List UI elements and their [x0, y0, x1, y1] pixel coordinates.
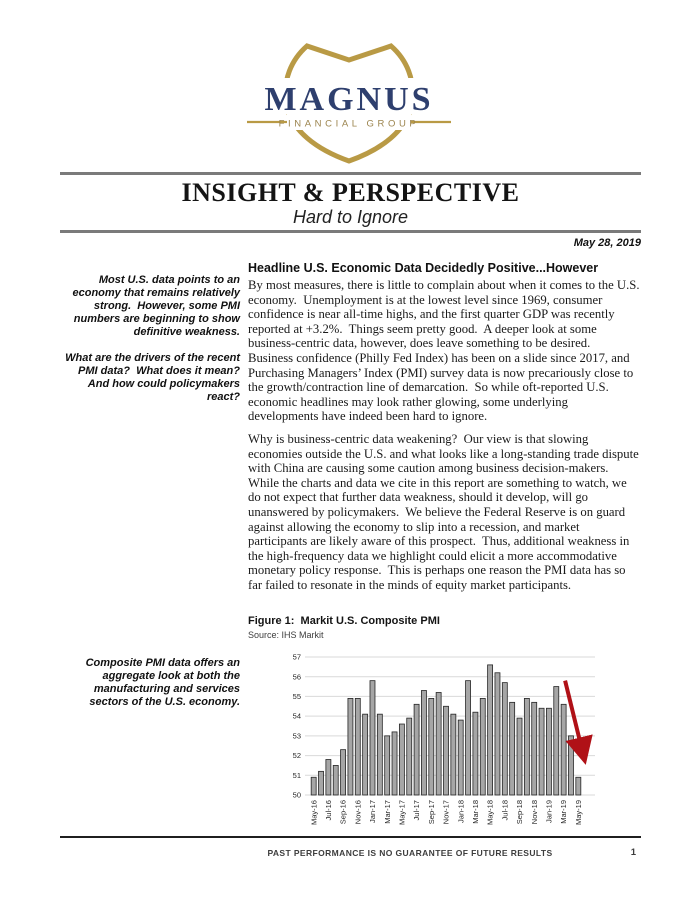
article-heading: Headline U.S. Economic Data Decidedly Positive...However [248, 261, 599, 275]
x-axis-tick-label: Sep-18 [515, 800, 525, 825]
x-axis-tick-label: May-17 [397, 800, 407, 826]
pmi-chart [281, 648, 623, 842]
logo-shield-icon [233, 34, 465, 166]
figure-source: Source: IHS Markit [248, 630, 324, 640]
pmi-bar [444, 706, 449, 795]
pmi-bar-chart [281, 648, 623, 842]
pmi-bar [576, 777, 581, 795]
pmi-bar [502, 683, 507, 795]
pmi-bar [407, 718, 412, 795]
pmi-bar [399, 724, 404, 795]
x-axis-tick-label: Jul-16 [323, 800, 333, 821]
pmi-bar [466, 681, 471, 795]
x-axis-tick-label: May-18 [485, 800, 495, 826]
pmi-bar [480, 698, 485, 795]
logo-tagline: FINANCIAL GROUP [278, 118, 420, 130]
pmi-bar [348, 698, 353, 795]
pmi-bar [510, 702, 515, 795]
decline-arrow-icon [565, 681, 583, 756]
magnus-logo [233, 34, 465, 166]
pmi-bar [473, 712, 478, 795]
pmi-bar [319, 771, 324, 795]
pmi-bar [524, 698, 529, 795]
figure-caption: Figure 1: Markit U.S. Composite PMI [248, 615, 440, 627]
pmi-bar [539, 708, 544, 795]
article-paragraph: By most measures, there is little to complain about when it comes to the U.S. economy. Unemployment is at the lowest level since 1969, consumer confidence is near all-time highs, and the first quarter GDP was recently reported at +3.2%. Things seem pretty good. A deeper look at some business-centric data, however, does leave something to be desired. Business confidence (Philly Fed Index) has been on a slide since 2017, and Purchasing Managers’ Index (PMI) survey data is now precariously close to the growth/contraction line of demarcation. So while oft-reported U.S. economic headlines may look rather glowing, some underlying developments have indeed been hard to ignore. [248, 278, 643, 424]
pmi-bar [311, 777, 316, 795]
pmi-bar [568, 736, 573, 795]
masthead-rule-top [60, 172, 641, 175]
x-axis-tick-label: Nov-16 [353, 800, 363, 825]
pmi-bar [414, 704, 419, 795]
y-axis-tick-label: 54 [292, 711, 301, 721]
x-axis-tick-label: Jul-18 [500, 800, 510, 821]
pmi-bar [421, 691, 426, 795]
pmi-bar [436, 692, 441, 795]
pmi-bar [333, 765, 338, 795]
y-axis-tick-label: 53 [292, 731, 301, 741]
pmi-bar [363, 714, 368, 795]
x-axis-tick-label: Sep-16 [338, 800, 348, 825]
y-axis-tick-label: 56 [292, 672, 301, 682]
pmi-bar [495, 673, 500, 795]
x-axis-tick-label: Mar-18 [471, 800, 481, 824]
x-axis-tick-label: Jan-19 [544, 800, 554, 823]
footer-disclaimer: PAST PERFORMANCE IS NO GUARANTEE OF FUTURE RESULTS [267, 848, 553, 858]
x-axis-tick-label: Nov-18 [529, 800, 539, 825]
side-note: What are the drivers of the recent PMI data? What does it mean? And how could policymakers react? [65, 352, 247, 403]
x-axis-tick-label: Jan-17 [368, 800, 378, 823]
x-axis-tick-label: Mar-17 [382, 800, 392, 824]
pmi-bar [392, 732, 397, 795]
pmi-bar [341, 750, 346, 795]
y-axis-tick-label: 57 [292, 652, 301, 662]
pmi-bar [458, 720, 463, 795]
y-axis-tick-label: 52 [292, 751, 301, 761]
y-axis-tick-label: 51 [292, 770, 301, 780]
newsletter-subtitle: Hard to Ignore [292, 207, 409, 227]
x-axis-tick-label: Jan-18 [456, 800, 466, 823]
pmi-bar [370, 681, 375, 795]
page-number: 1 [630, 847, 636, 858]
pmi-bar [488, 665, 493, 795]
x-axis-tick-label: May-16 [309, 800, 319, 826]
y-axis-tick-label: 50 [292, 790, 301, 800]
pmi-bar [429, 698, 434, 795]
footer-rule [60, 836, 641, 838]
pmi-bar [532, 702, 537, 795]
pmi-bar [385, 736, 390, 795]
logo-wordmark: MAGNUS [264, 81, 434, 118]
issue-date: May 28, 2019 [573, 237, 641, 249]
x-axis-tick-label: Mar-19 [559, 800, 569, 824]
pmi-bar [355, 698, 360, 795]
pmi-bar [377, 714, 382, 795]
masthead-rule-bottom [60, 230, 641, 233]
pmi-bar [326, 760, 331, 795]
side-note: Most U.S. data points to an economy that remains relatively strong. However, some PMI numbers are beginning to show definitive weakness. [72, 274, 244, 338]
x-axis-tick-label: May-19 [573, 800, 583, 826]
pmi-bar [554, 687, 559, 795]
y-axis-tick-label: 55 [292, 692, 301, 702]
pmi-bar [561, 704, 566, 795]
x-axis-tick-label: Jul-17 [412, 800, 422, 821]
x-axis-tick-label: Nov-17 [441, 800, 451, 825]
pmi-bar [546, 708, 551, 795]
pmi-bar [517, 718, 522, 795]
side-note: Composite PMI data offers an aggregate look at both the manufacturing and services sectors of the U.S. economy. [85, 657, 244, 708]
pmi-bar [451, 714, 456, 795]
x-axis-tick-label: Sep-17 [426, 800, 436, 825]
newsletter-title: INSIGHT & PERSPECTIVE [181, 178, 520, 207]
article-paragraph: Why is business-centric data weakening? Our view is that slowing economies outside the U.S. and what looks like a long-standing trade dispute with China are causing some caution among business decision-makers. While the charts and data we cite in this report are something to watch, we do not expect that further data weakness, should it develop, will go unanswered by policymakers. We believe the Federal Reserve is on guard against allowing the economy to slip into a recession, and market participants are likely aware of this prospect. Thus, additional weakness in the high-frequency data we highlight could elicit a more accommodative monetary policy response. This is perhaps one reason the PMI data has so far failed to resonate in the minds of equity market participants. [248, 432, 642, 592]
